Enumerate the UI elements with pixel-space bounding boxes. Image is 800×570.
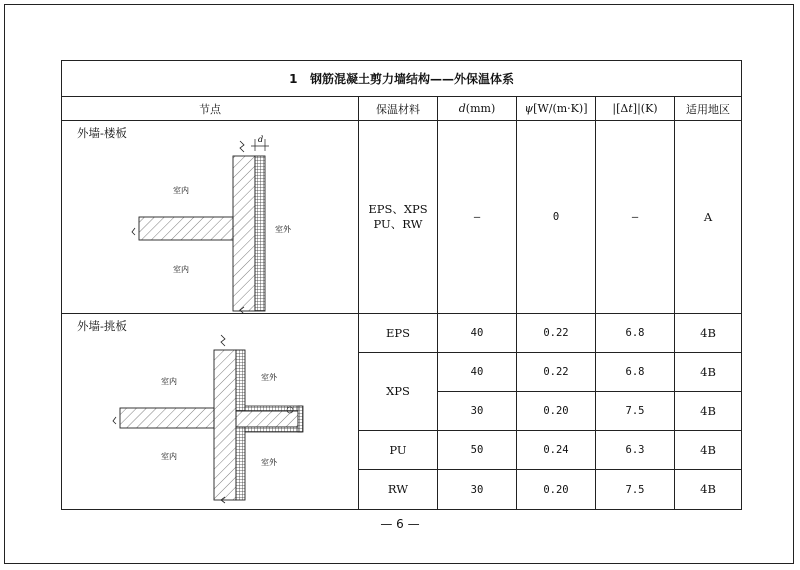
region-value: A xyxy=(675,121,742,314)
psi-value: 0.24 xyxy=(517,431,596,470)
insulation-layer xyxy=(255,156,265,311)
label-outdoor-bottom: 室外 xyxy=(261,458,277,467)
material-pu: PU xyxy=(359,431,438,470)
d-value: — xyxy=(438,121,517,314)
header-d xyxy=(438,97,517,121)
concrete-slab xyxy=(139,217,233,240)
d-value: 40 xyxy=(438,353,517,392)
header-region: 适用地区 xyxy=(675,97,742,121)
balcony-slab xyxy=(236,411,298,427)
break-line-top xyxy=(240,141,244,152)
d-value: 30 xyxy=(438,392,517,431)
spec-table xyxy=(61,60,742,510)
d-value: 40 xyxy=(438,314,517,353)
break-line-left xyxy=(132,228,135,235)
material-xps: XPS xyxy=(359,353,438,431)
region-value: 4B xyxy=(675,314,742,353)
psi-value: 0.20 xyxy=(517,470,596,510)
node-cell-wall-floor xyxy=(62,121,359,314)
dt-value: 7.5 xyxy=(596,392,675,431)
diagram-wall-balcony xyxy=(62,314,359,510)
balcony-insulation-top xyxy=(245,406,302,411)
balcony-insulation-bottom xyxy=(245,427,302,432)
header-dt-close: ]|(K) xyxy=(632,102,658,115)
psi-value: 0.22 xyxy=(517,353,596,392)
region-value: 4B xyxy=(675,431,742,470)
insulation-upper xyxy=(236,350,245,411)
psi-value: 0.20 xyxy=(517,392,596,431)
label-indoor-bottom: 室内 xyxy=(173,265,189,274)
break-line-left xyxy=(113,417,116,424)
dt-value: — xyxy=(596,121,675,314)
node-label-wall-floor: 外墙-楼板 xyxy=(77,126,127,140)
label-outdoor-top: 室外 xyxy=(261,373,277,382)
label-indoor-top: 室内 xyxy=(173,186,189,195)
header-dt xyxy=(596,97,675,121)
region-value: 4B xyxy=(675,392,742,431)
d-value: 30 xyxy=(438,470,517,510)
concrete-wall xyxy=(214,350,236,500)
header-psi xyxy=(517,97,596,121)
section-title-text: 钢筋混凝土剪力墙结构——外保温体系 xyxy=(309,72,514,86)
dt-value: 6.8 xyxy=(596,353,675,392)
header-dt-open: |[Δ xyxy=(612,102,629,115)
material-rw: RW xyxy=(359,470,438,510)
material-cell xyxy=(359,121,438,314)
node-cell-wall-balcony xyxy=(62,314,359,510)
region-value: 4B xyxy=(675,353,742,392)
dim-d-label: d xyxy=(258,135,264,144)
section-number: 1 xyxy=(289,72,298,86)
material-eps: EPS xyxy=(359,314,438,353)
label-indoor-bottom: 室内 xyxy=(161,452,177,461)
section-title xyxy=(62,61,742,97)
dt-value: 6.3 xyxy=(596,431,675,470)
header-d-unit: (mm) xyxy=(465,102,496,115)
material-line-2: PU、RW xyxy=(373,217,423,231)
header-psi-unit: [W/(m·K)] xyxy=(533,102,588,115)
concrete-slab-inner xyxy=(120,408,214,428)
balcony-insulation-end xyxy=(298,406,303,432)
dt-value: 7.5 xyxy=(596,470,675,510)
dt-value: 6.8 xyxy=(596,314,675,353)
header-material: 保温材料 xyxy=(359,97,438,121)
header-psi-symbol: ψ xyxy=(524,102,534,115)
psi-value: 0.22 xyxy=(517,314,596,353)
label-indoor-top: 室内 xyxy=(161,377,177,386)
page-number: — 6 — xyxy=(380,517,420,531)
break-line-top xyxy=(221,335,225,346)
node-label-wall-balcony: 外墙-挑板 xyxy=(77,319,127,333)
concrete-wall xyxy=(233,156,255,311)
d-value: 50 xyxy=(438,431,517,470)
material-line-1: EPS、XPS xyxy=(368,202,428,216)
psi-value: 0 xyxy=(517,121,596,314)
label-outdoor: 室外 xyxy=(275,225,291,234)
header-dt-symbol: t xyxy=(628,102,633,115)
header-d-symbol: d xyxy=(458,102,466,115)
insulation-lower xyxy=(236,427,245,500)
diagram-wall-floor xyxy=(62,121,359,314)
region-value: 4B xyxy=(675,470,742,510)
header-node: 节点 xyxy=(62,97,359,121)
